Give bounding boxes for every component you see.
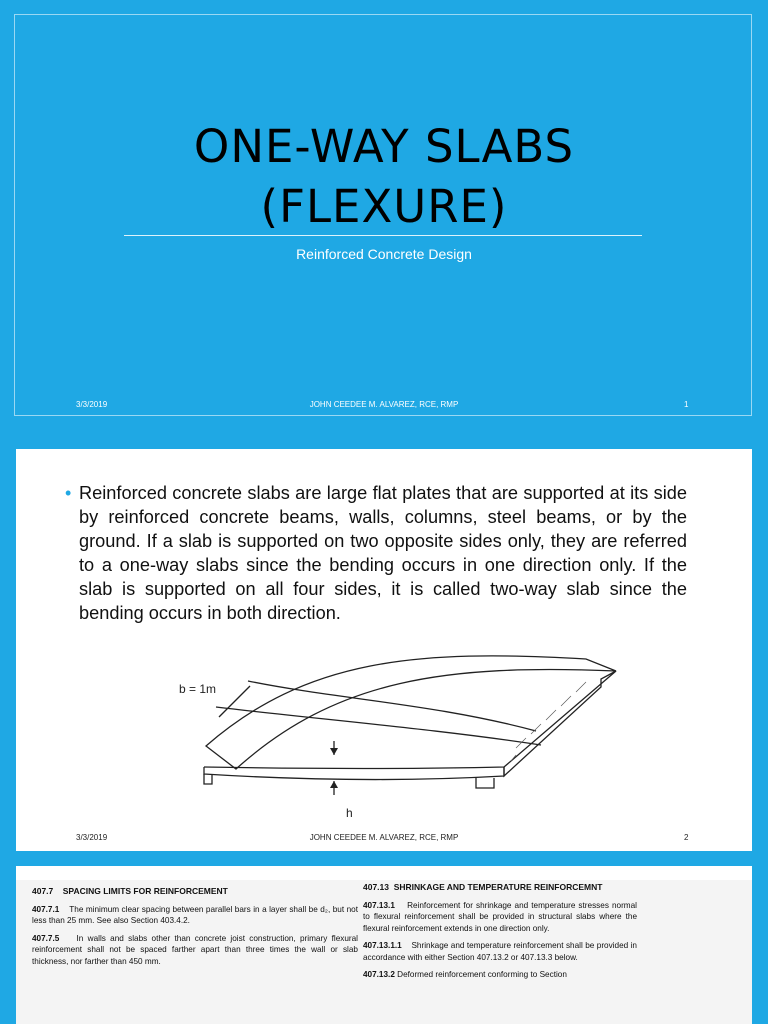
section-heading: SHRINKAGE AND TEMPERATURE REINFORCEMNT — [393, 882, 603, 892]
slide-title-line2: (FLEXURE) — [260, 180, 508, 233]
clause-number: 407.7.1 — [32, 904, 60, 914]
one-way-slab-figure — [16, 449, 752, 851]
clause-number: 407.13.1 — [363, 900, 395, 910]
left-code-column — [32, 886, 358, 973]
figure-width-label: b = 1m — [179, 682, 217, 696]
section-heading: SPACING LIMITS FOR REINFORCEMENT — [62, 886, 228, 896]
section-number: 407.7 — [32, 886, 54, 896]
slide-title-line1: ONE-WAY SLABS — [193, 120, 575, 173]
right-code-column — [363, 882, 637, 987]
title-divider — [124, 235, 642, 236]
clause-number: 407.13.1.1 — [363, 941, 402, 950]
clause-number: 407.13.2 — [363, 970, 395, 979]
bullet-icon: • — [65, 483, 72, 503]
slide-subtitle: Reinforced Concrete Design — [296, 246, 472, 262]
footer-date: 3/3/2019 — [76, 400, 108, 409]
clause-text: Shrinkage and temperature reinforcement shall be provided in accordance with either Section 407.13.2 or 407.13.3 below. — [363, 941, 637, 962]
code-excerpt-scan — [16, 880, 752, 1024]
clause-number: 407.7.5 — [32, 933, 60, 943]
footer-date: 3/3/2019 — [76, 833, 108, 842]
clause-text: Reinforcement for shrinkage and temperature stresses normal to flexural reinforcement shall be provided in structural slabs where the flexural reinforcement extends in one direction only. — [363, 900, 637, 933]
footer-author: JOHN CEEDEE M. ALVAREZ, RCE, RMP — [309, 833, 459, 842]
footer-author: JOHN CEEDEE M. ALVAREZ, RCE, RMP — [309, 400, 459, 409]
content-slide — [16, 449, 752, 851]
footer-page-number: 2 — [684, 833, 689, 842]
footer-page-number: 1 — [684, 400, 689, 409]
title-slide — [0, 0, 768, 432]
bullet-text: Reinforced concrete slabs are large flat plates that are supported at its side by reinforced concrete beams, walls, columns, steel beams, or by the ground. If a slab is supported on two opposite sides only, they are referred to a one-way slabs since the bending occurs in one direction only. If the slab is supported on all four sides, it is called two-way slab since the bending occurs in both direction. — [79, 483, 687, 623]
clause-text: In walls and slabs other than concrete joist construction, primary flexural reinforcement shall not be spaced farther apart than three times the wall or slab thickness, nor farther than 450 mm. — [32, 933, 358, 966]
figure-thickness-label: h — [346, 806, 353, 820]
code-excerpt-slide — [16, 866, 752, 1024]
section-number: 407.13 — [363, 882, 389, 892]
clause-text: The minimum clear spacing between parallel bars in a layer shall be d₂, but not less than 25 mm. See also Section 403.4.2. — [32, 904, 358, 925]
clause-text: Deformed reinforcement conforming to Section — [397, 970, 567, 979]
